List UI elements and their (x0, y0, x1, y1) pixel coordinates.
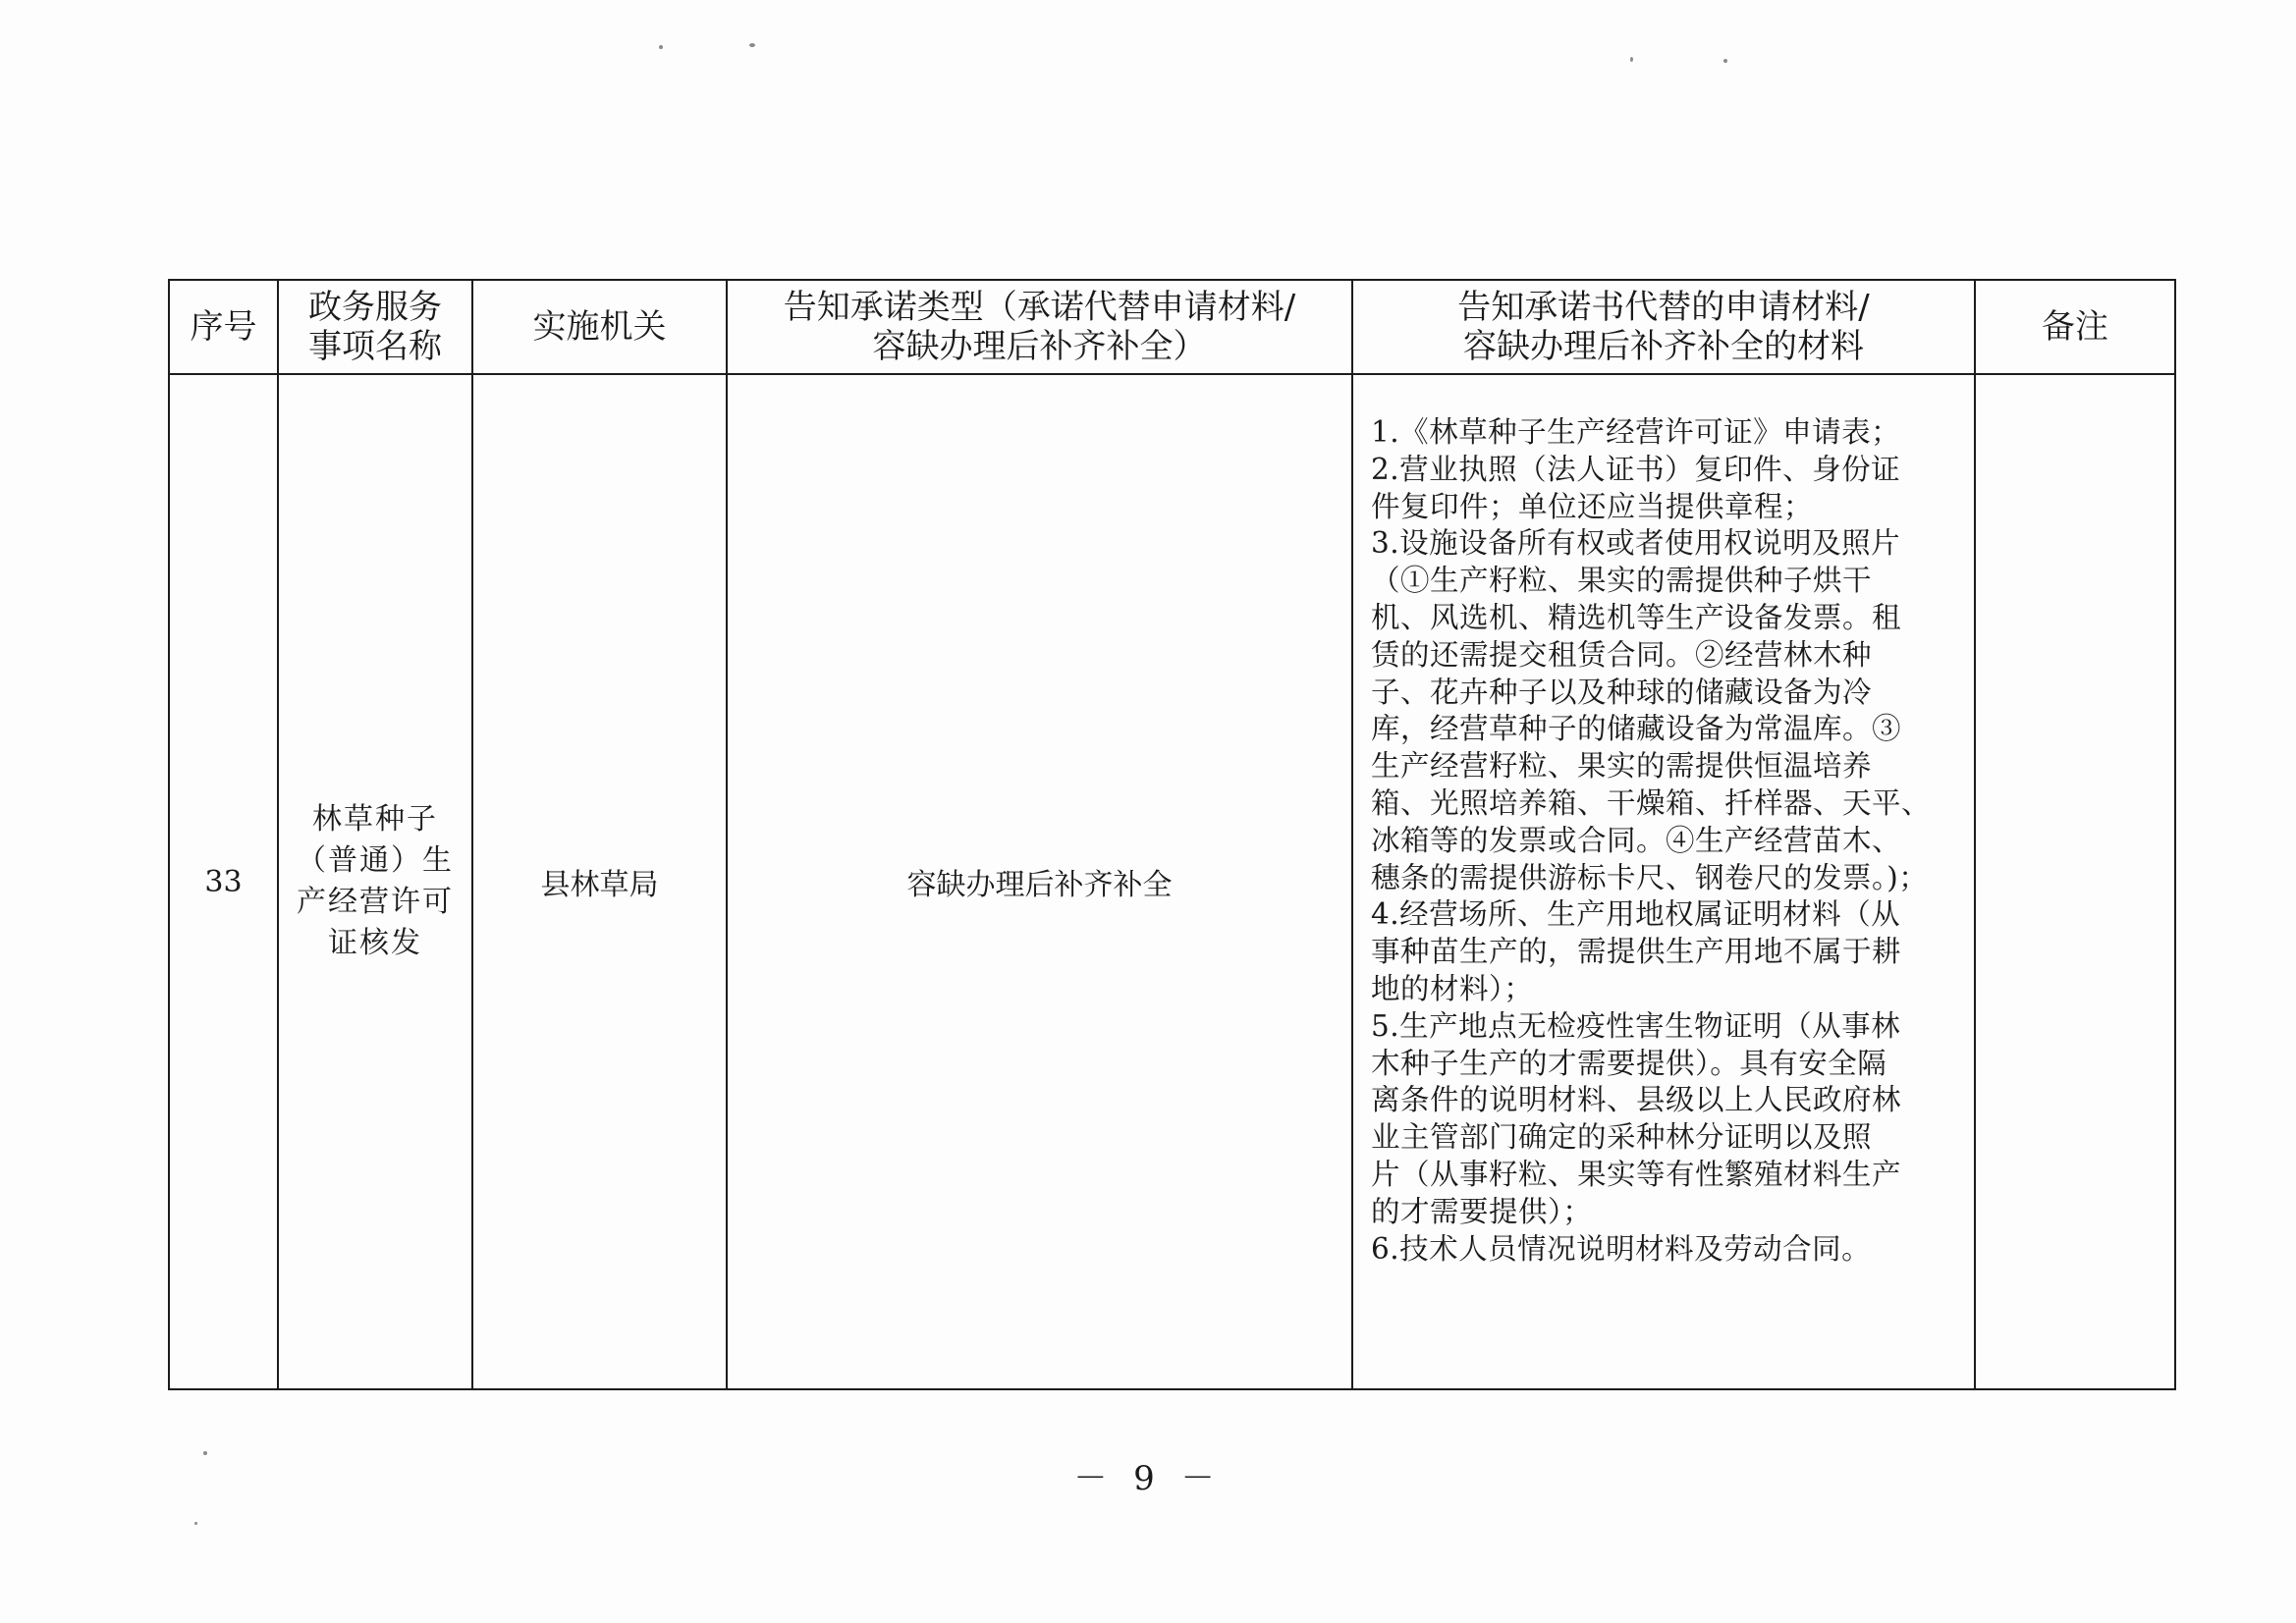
name-line: （普通）生 (297, 843, 454, 878)
material-line: 业主管部门确定的采种林分证明以及照 (1371, 1120, 1873, 1155)
material-line: 子、花卉种子以及种球的储藏设备为冷 (1371, 675, 1873, 709)
row-implementing-agency: 县林草局 (472, 374, 727, 1389)
table-header-row (169, 280, 2175, 374)
name-line: 林草种子 (312, 802, 438, 837)
scan-speck (194, 1522, 197, 1525)
material-line: 库，经营草种子的储藏设备为常温库。③ (1371, 712, 1902, 746)
material-line: 6.技术人员情况说明材料及劳动合同。 (1371, 1231, 1872, 1266)
material-line: 赁的还需提交租赁合同。②经营林木种 (1371, 637, 1873, 672)
material-line: 4.经营场所、生产用地权属证明材料（从 (1371, 897, 1901, 932)
page-number: － 9 － (1073, 1459, 1223, 1498)
name-line: 证核发 (328, 926, 422, 960)
material-line: 生产经营籽粒、果实的需提供恒温培养 (1371, 749, 1873, 784)
material-line: 事种苗生产的，需提供生产用地不属于耕 (1371, 935, 1902, 969)
name-line: 产经营许可 (297, 885, 454, 919)
material-line: 机、风选机、精选机等生产设备发票。租 (1371, 600, 1902, 634)
row-serial-number: 33 (169, 374, 278, 1389)
header-implementing-agency: 实施机关 (472, 280, 727, 374)
scan-speck (203, 1451, 207, 1455)
material-line: 件复印件；单位还应当提供章程； (1371, 489, 1814, 523)
material-line: 木种子生产的才需要提供）。具有安全隔 (1371, 1046, 1887, 1080)
row-remark (1975, 374, 2175, 1389)
scan-speck (749, 43, 755, 47)
material-line: 3.设施设备所有权或者使用权说明及照片 (1371, 526, 1901, 561)
scan-speck (1723, 59, 1727, 63)
material-line: 穗条的需提供游标卡尺、钢卷尺的发票。)； (1371, 860, 1929, 894)
material-line: 地的材料）； (1371, 971, 1534, 1005)
row-commitment-type: 容缺办理后补齐补全 (727, 374, 1352, 1389)
header-replaced-materials: 告知承诺书代替的申请材料/ 容缺办理后补齐补全的材料 (1352, 280, 1975, 374)
material-line: 冰箱等的发票或合同。④生产经营苗木、 (1371, 823, 1902, 857)
material-line: 片（从事籽粒、果实等有性繁殖材料生产 (1371, 1157, 1902, 1191)
row-replaced-materials (1352, 374, 1975, 1389)
table-row (169, 374, 2175, 1389)
material-line: 2.营业执照（法人证书）复印件、身份证 (1371, 452, 1901, 486)
commitment-table (168, 279, 2176, 1390)
material-line: 的才需要提供）； (1371, 1194, 1593, 1228)
material-line: 5.生产地点无检疫性害生物证明（从事林 (1371, 1008, 1901, 1043)
material-line: （①生产籽粒、果实的需提供种子烘干 (1371, 564, 1873, 598)
row-service-item-name (278, 374, 472, 1389)
scan-speck (659, 45, 663, 49)
header-serial-number: 序号 (169, 280, 278, 374)
scan-speck (1630, 57, 1633, 62)
header-service-item-name: 政务服务 事项名称 (278, 280, 472, 374)
header-remark: 备注 (1975, 280, 2175, 374)
header-commitment-type: 告知承诺类型（承诺代替申请材料/ 容缺办理后补齐补全） (727, 280, 1352, 374)
material-line: 1.《林草种子生产经营许可证》申请表； (1371, 415, 1901, 449)
material-line: 箱、光照培养箱、干燥箱、扦样器、天平、 (1371, 785, 1932, 820)
material-line: 离条件的说明材料、县级以上人民政府林 (1371, 1083, 1902, 1117)
